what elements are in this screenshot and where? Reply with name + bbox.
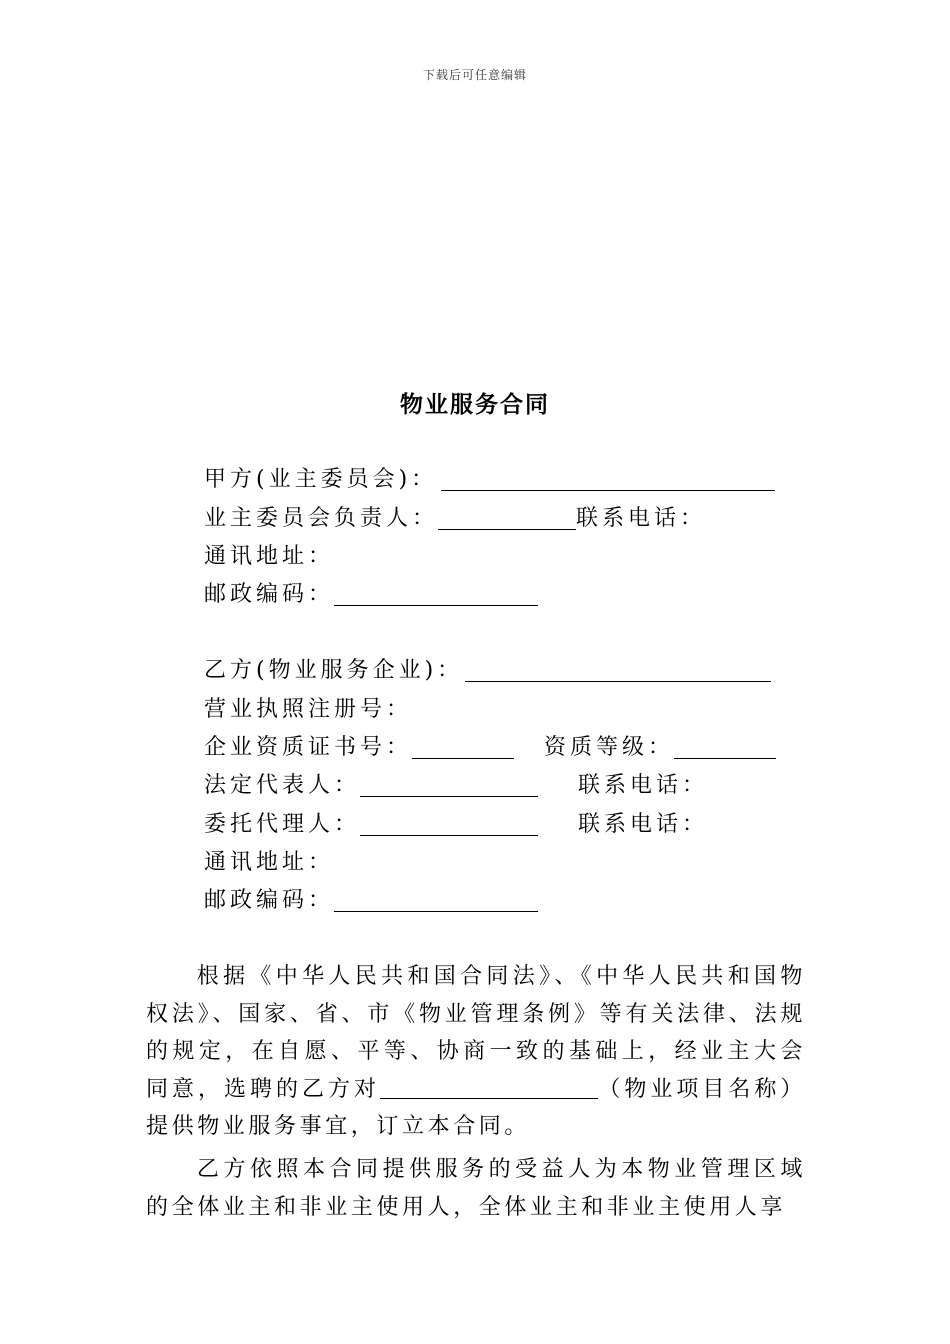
party-b-postcode-row xyxy=(204,887,538,915)
party-b-address-label: 通讯地址： xyxy=(204,850,335,875)
party-b-name-row xyxy=(204,657,771,685)
body-paragraph-1-text-b: （物业项目名称）提供物业服务事宜，订立本合同。 xyxy=(146,1076,806,1140)
party-b-grade-label: 资质等级： xyxy=(544,735,675,760)
party-b-cert-label: 企业资质证书号： xyxy=(204,735,413,760)
party-b-postcode-label: 邮政编码： xyxy=(204,888,335,913)
party-b-cert-row xyxy=(204,734,776,762)
party-a-leader-blank[interactable] xyxy=(438,511,576,530)
party-b-legal-label: 法定代表人： xyxy=(204,773,361,798)
header-note: 下载后可任意编辑 xyxy=(422,68,527,82)
document-title: 物业服务合同 xyxy=(400,391,550,418)
project-name-blank[interactable] xyxy=(380,1080,598,1099)
party-b-agent-phone-label: 联系电话： xyxy=(578,812,709,837)
party-b-cert-blank[interactable] xyxy=(412,740,514,759)
party-a-address-row xyxy=(204,543,334,571)
party-a-address-label: 通讯地址： xyxy=(204,544,335,569)
party-a-name-label: 甲方(业主委员会)： xyxy=(204,467,438,492)
party-b-agent-row xyxy=(204,811,708,839)
party-a-postcode-label: 邮政编码： xyxy=(204,582,335,607)
body-paragraph-2-text: 乙方依照本合同提供服务的受益人为本物业管理区域的全体业主和非业主使用人，全体业主和非业主使用人享 xyxy=(146,1157,806,1220)
party-a-leader-row xyxy=(204,505,706,533)
body-paragraph-2 xyxy=(146,1151,806,1226)
party-b-address-row xyxy=(204,849,334,877)
party-a-name-row xyxy=(204,466,775,494)
party-b-license-label: 营业执照注册号： xyxy=(204,697,413,722)
party-b-agent-blank[interactable] xyxy=(360,817,538,836)
party-b-name-label: 乙方(物业服务企业)： xyxy=(204,658,464,683)
party-b-legal-row xyxy=(204,772,708,800)
party-b-grade-blank[interactable] xyxy=(674,740,776,759)
party-b-name-blank[interactable] xyxy=(465,663,771,682)
party-a-postcode-blank[interactable] xyxy=(334,587,538,606)
body-paragraph-1-text-a: 根据《中华人民共和国合同法》、《中华人民共和国物权法》、国家、省、市《物业管理条例》等有关法律、法规的规定，在自愿、平等、协商一致的基础上，经业主大会同意，选聘的乙方对 xyxy=(146,964,806,1102)
party-a-leader-label: 业主委员会负责人： xyxy=(204,506,439,531)
party-a-phone-label: 联系电话： xyxy=(576,506,707,531)
party-a-name-blank[interactable] xyxy=(441,472,775,491)
party-b-legal-blank[interactable] xyxy=(360,778,538,797)
party-b-legal-phone-label: 联系电话： xyxy=(578,773,709,798)
body-paragraph-1 xyxy=(146,958,806,1146)
party-a-postcode-row xyxy=(204,581,538,609)
party-b-postcode-blank[interactable] xyxy=(334,893,538,912)
party-b-license-row xyxy=(204,696,412,724)
party-b-agent-label: 委托代理人： xyxy=(204,812,361,837)
